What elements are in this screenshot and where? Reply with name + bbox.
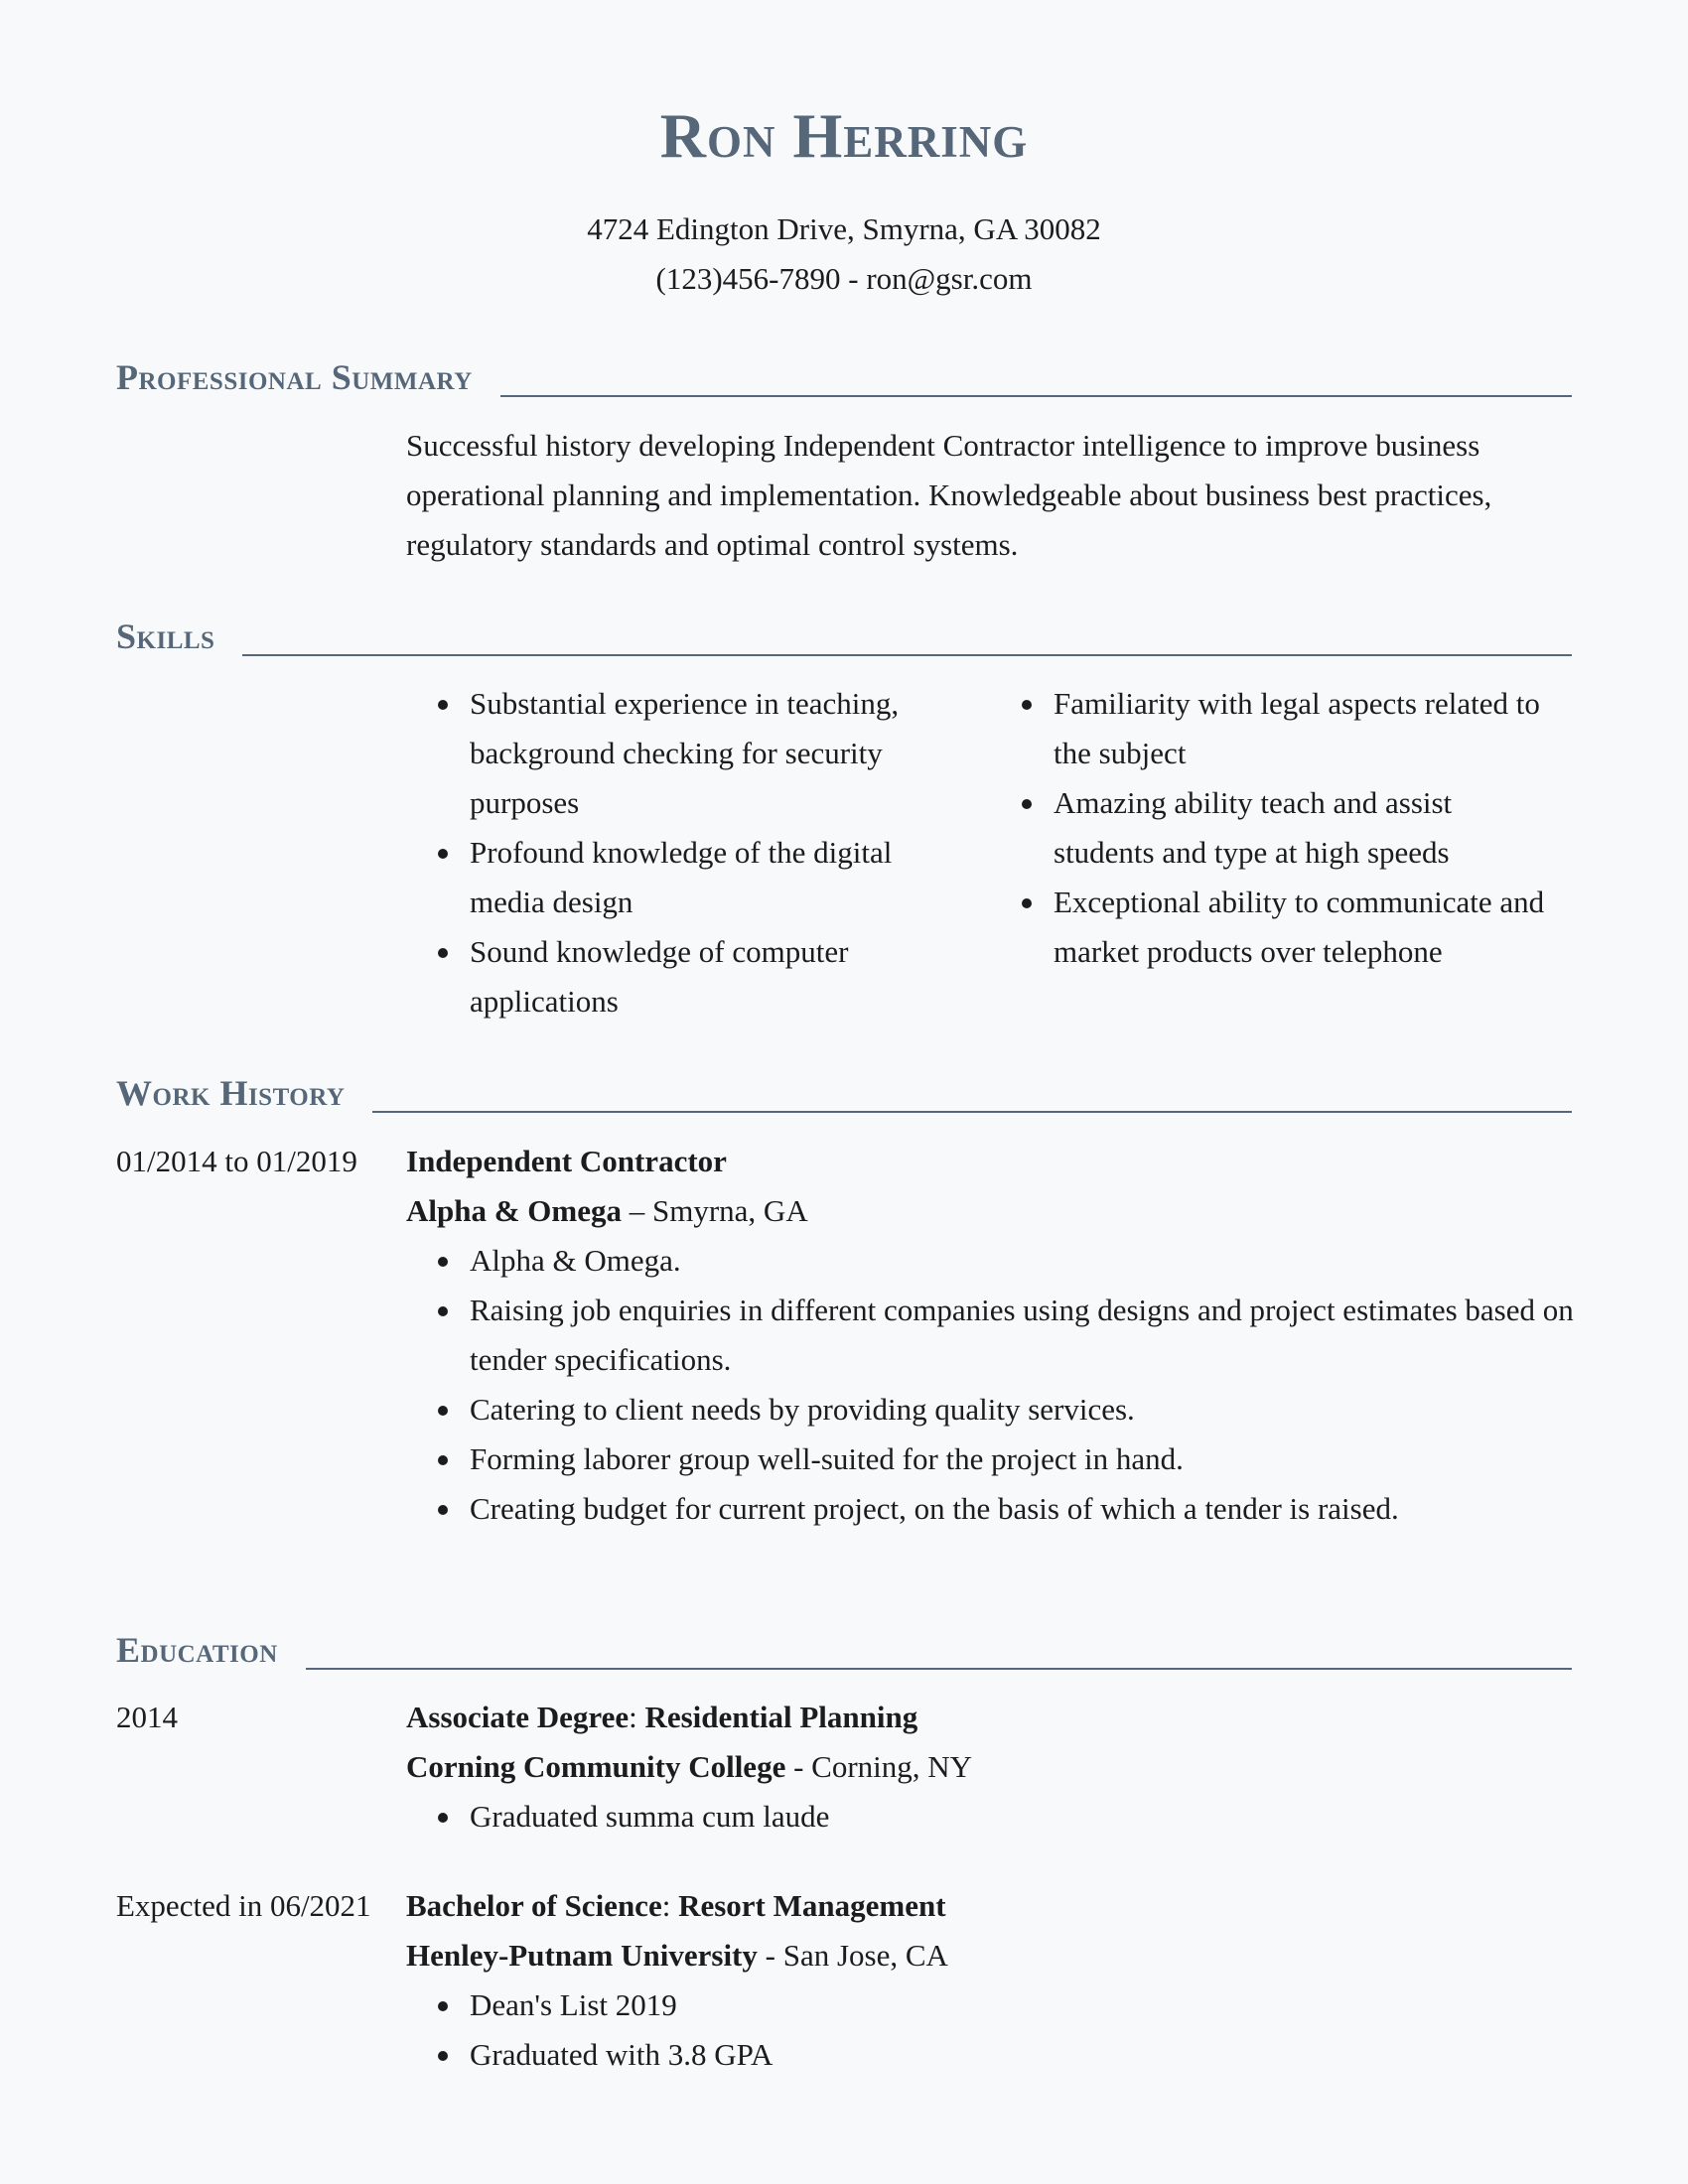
education-school-line [406,1742,1578,1792]
education-entry [406,1693,1578,1842]
job-title: Independent Contractor [406,1144,727,1178]
contact-email: ron@gsr.com [866,261,1033,296]
education-location: Corning, NY [811,1749,973,1784]
education-degree: Bachelor of Science [406,1888,662,1923]
job-employer [406,1186,1578,1236]
job-bullet: Alpha & Omega. [406,1236,1578,1286]
resume-name: Ron Herring [659,100,1029,171]
contact-separator: - [840,261,867,296]
job-entry [406,1137,1578,1534]
skill-item: Substantial experience in teaching, background checking for security purposes [406,679,962,828]
skills-column-right [990,679,1546,977]
education-school-line [406,1931,1578,1980]
education-field: Resort Management [678,1888,946,1923]
education-colon: : [661,1888,679,1923]
section-title-education: Education [116,1630,278,1670]
job-company: Alpha & Omega [406,1193,622,1228]
section-title-skills: Skills [116,616,215,656]
skill-item: Sound knowledge of computer applications [406,927,962,1026]
job-bullet: Catering to client needs by providing quality services. [406,1385,1578,1434]
education-bullet: Dean's List 2019 [406,1980,1578,2030]
contact-address: 4724 Edington Drive, Smyrna, GA 30082 [587,211,1101,246]
contact-phone-email [0,261,1688,297]
section-divider [242,654,1572,656]
section-header-education [116,1628,1572,1672]
section-title-summary: Professional Summary [116,357,473,397]
section-divider [500,395,1572,397]
job-bullet: Forming laborer group well-suited for the project in hand. [406,1434,1578,1484]
section-divider [306,1668,1572,1670]
section-header-skills [116,614,1572,658]
skill-item: Amazing ability teach and assist students and type at high speeds [990,778,1546,878]
summary-text: Successful history developing Independent Contractor intelligence to improve business operational planning and implementation. Knowledgeable about business best practices, regulatory standards and optimal control systems. [406,428,1492,562]
education-bullet: Graduated with 3.8 GPA [406,2030,1578,2080]
section-title-work: Work History [116,1073,346,1113]
education-colon: : [629,1700,645,1734]
job-bullet: Raising job enquiries in different companies using designs and project estimates based on tender specifications. [406,1286,1578,1385]
skills-column-left [406,679,962,1026]
skill-item: Profound knowledge of the digital media design [406,828,962,927]
section-header-summary [116,355,1572,399]
education-dash: - [785,1749,812,1784]
education-school: Henley-Putnam University [406,1938,758,1973]
contact-phone: (123)456-7890 [655,261,841,296]
education-school: Corning Community College [406,1749,786,1784]
education-degree-line [406,1693,1578,1742]
education-entry [406,1881,1578,2080]
job-bullet: Creating budget for current project, on the basis of which a tender is raised. [406,1484,1578,1534]
education-date: Expected in 06/2021 [116,1888,371,1923]
education-location: San Jose, CA [782,1938,948,1973]
job-location: Smyrna, GA [652,1193,808,1228]
education-degree-line [406,1881,1578,1931]
education-degree: Associate Degree [406,1700,630,1734]
section-divider [372,1111,1572,1113]
job-dash: – [622,1193,652,1228]
job-dates: 01/2014 to 01/2019 [116,1144,357,1178]
education-bullet: Graduated summa cum laude [406,1792,1578,1842]
education-dash: - [757,1938,783,1973]
skill-item: Familiarity with legal aspects related to the subject [990,679,1546,778]
skill-item: Exceptional ability to communicate and market products over telephone [990,878,1546,977]
education-date: 2014 [116,1700,178,1734]
section-header-work [116,1071,1572,1115]
education-field: Residential Planning [644,1700,918,1734]
